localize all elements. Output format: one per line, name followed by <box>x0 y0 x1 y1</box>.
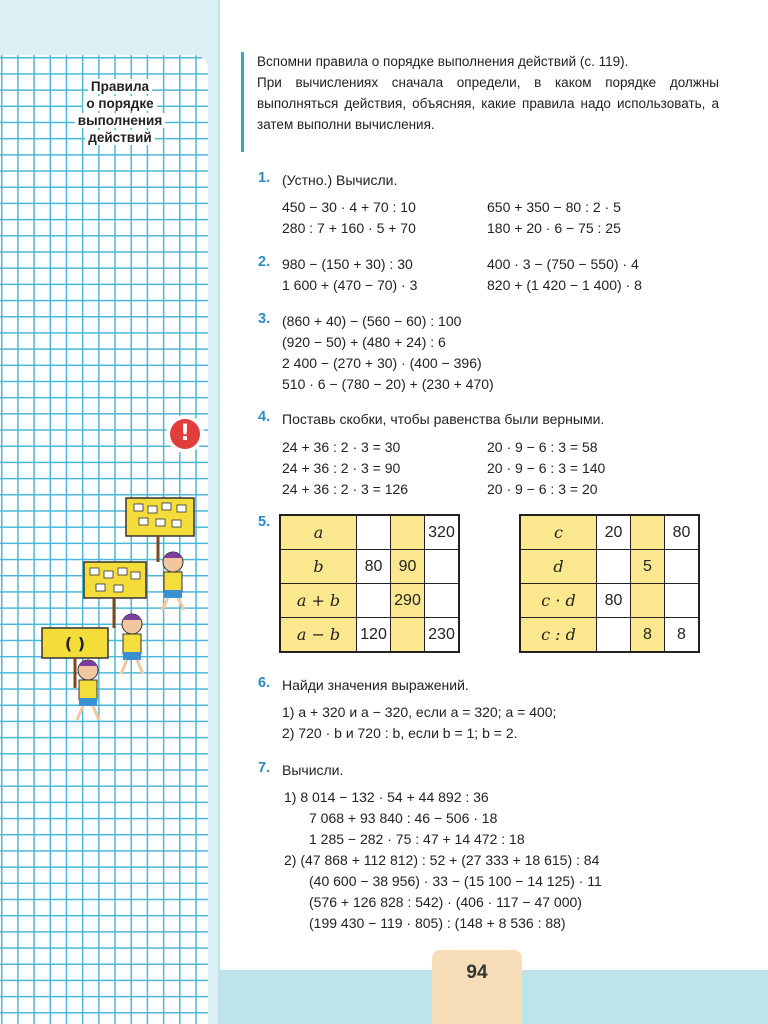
task-7-2-line-1: 2) (47 868 + 112 812) : 52 + (27 333 + 18 615) : 84 <box>284 852 600 868</box>
table-row <box>280 515 459 550</box>
table-cell: 80 <box>665 515 700 550</box>
task-6-line-1: 1) a + 320 и a − 320, если a = 320; a = 400; <box>282 704 557 720</box>
child-2-icon <box>121 614 143 674</box>
table-cell <box>391 618 425 653</box>
child-1-icon <box>162 552 184 610</box>
table-a-b <box>279 514 460 653</box>
task-4-number: 4. <box>258 409 271 425</box>
table-cell <box>665 584 700 618</box>
task-4-left-2: 24 + 36 : 2 · 3 = 90 <box>282 460 401 476</box>
task-7-1-line-1: 1) 8 014 − 132 · 54 + 44 892 : 36 <box>284 789 489 805</box>
task-2-right-2: 820 + (1 420 − 1 400) · 8 <box>487 277 642 293</box>
table-header-cell: c <box>520 515 597 550</box>
intro-text <box>257 51 719 135</box>
task-2-left-1: 980 − (150 + 30) : 30 <box>282 256 413 272</box>
table-row <box>520 550 699 584</box>
task-1-number: 1. <box>258 170 271 186</box>
table-cell: 5 <box>631 550 665 584</box>
table-header-cell: a <box>280 515 357 550</box>
table-row <box>520 584 699 618</box>
task-7-number: 7. <box>258 760 271 776</box>
table-c-d <box>519 514 700 653</box>
table-header-cell: c · d <box>520 584 597 618</box>
task-3-line-3: 2 400 − (270 + 30) · (400 − 396) <box>282 355 482 371</box>
task-3-line-2: (920 − 50) + (480 + 24) : 6 <box>282 334 446 350</box>
task-3-number: 3. <box>258 311 271 327</box>
table-header-cell: b <box>280 550 357 584</box>
table-row <box>520 618 699 653</box>
task-1-right-2: 180 + 20 · 6 − 75 : 25 <box>487 220 621 236</box>
table-cell: 230 <box>425 618 460 653</box>
attention-badge <box>166 415 204 453</box>
task-6-prompt: Найди значения выражений. <box>282 677 469 693</box>
children-with-signs-illustration <box>38 492 203 732</box>
svg-text:( ): ( ) <box>64 634 86 653</box>
table-header-cell: a + b <box>280 584 357 618</box>
task-6-line-2: 2) 720 · b и 720 : b, если b = 1; b = 2. <box>282 725 518 741</box>
task-5-number: 5. <box>258 514 271 530</box>
table-header-cell: d <box>520 550 597 584</box>
page-number: 94 <box>432 950 522 1024</box>
table-cell <box>425 550 460 584</box>
table-cell: 120 <box>357 618 391 653</box>
table-cell <box>357 584 391 618</box>
table-cell <box>357 515 391 550</box>
table-cell: 80 <box>597 584 631 618</box>
table-header-cell: a − b <box>280 618 357 653</box>
task-7-2-line-2: (40 600 − 38 956) · 33 − (15 100 − 14 125) · 11 <box>309 873 602 889</box>
task-2-right-1: 400 · 3 − (750 − 550) · 4 <box>487 256 639 272</box>
task-6-number: 6. <box>258 675 271 691</box>
intro-accent-bar <box>241 52 244 152</box>
table-cell: 90 <box>391 550 425 584</box>
task-2-number: 2. <box>258 254 271 270</box>
task-1-left-1: 450 − 30 · 4 + 70 : 10 <box>282 199 416 215</box>
table-cell <box>597 618 631 653</box>
task-2-left-2: 1 600 + (470 − 70) · 3 <box>282 277 418 293</box>
table-row <box>280 618 459 653</box>
exclamation-icon: ! <box>170 419 200 449</box>
rules-title: Правила о порядке выполнения действий <box>50 78 190 146</box>
table-cell <box>665 550 700 584</box>
task-7-1-line-3: 1 285 − 282 · 75 : 47 + 14 472 : 18 <box>309 831 525 847</box>
table-cell <box>597 550 631 584</box>
task-4-right-1: 20 · 9 − 6 : 3 = 58 <box>487 439 598 455</box>
task-1-prompt: (Устно.) Вычисли. <box>282 172 398 188</box>
table-cell <box>391 515 425 550</box>
task-4-left-3: 24 + 36 : 2 · 3 = 126 <box>282 481 409 497</box>
task-7-prompt: Вычисли. <box>282 762 344 778</box>
bracket-sign-icon <box>42 628 108 688</box>
table-cell: 320 <box>425 515 460 550</box>
task-1-right-1: 650 + 350 − 80 : 2 · 5 <box>487 199 621 215</box>
task-4-left-1: 24 + 36 : 2 · 3 = 30 <box>282 439 401 455</box>
task-3-line-1: (860 + 40) − (560 − 60) : 100 <box>282 313 462 329</box>
task-7-2-line-3: (576 + 126 828 : 542) · (406 · 117 − 47 000) <box>309 894 582 910</box>
task-1-left-2: 280 : 7 + 160 · 5 + 70 <box>282 220 416 236</box>
intro-paragraph-2: При вычислениях сначала определи, в каком порядке должны выполняться действия, объясняя, какие правила надо использовать, а затем выполни вычисления. <box>257 75 719 132</box>
task-4-right-2: 20 · 9 − 6 : 3 = 140 <box>487 460 606 476</box>
table-cell: 8 <box>631 618 665 653</box>
table-header-cell: c : d <box>520 618 597 653</box>
task-4-prompt: Поставь скобки, чтобы равенства были верными. <box>282 411 605 427</box>
task-3-line-4: 510 · 6 − (780 − 20) + (230 + 470) <box>282 376 494 392</box>
top-sign-icon <box>126 498 194 562</box>
table-row <box>280 550 459 584</box>
table-cell: 290 <box>391 584 425 618</box>
table-cell: 80 <box>357 550 391 584</box>
task-7-1-line-2: 7 068 + 93 840 : 46 − 506 · 18 <box>309 810 498 826</box>
intro-paragraph-1: Вспомни правила о порядке выполнения действий (с. 119). <box>257 54 629 69</box>
task-4-right-3: 20 · 9 − 6 : 3 = 20 <box>487 481 598 497</box>
table-cell <box>631 584 665 618</box>
table-row <box>280 584 459 618</box>
table-cell <box>631 515 665 550</box>
table-cell <box>425 584 460 618</box>
table-cell: 20 <box>597 515 631 550</box>
table-cell: 8 <box>665 618 700 653</box>
child-3-icon <box>77 660 99 720</box>
table-row <box>520 515 699 550</box>
task-7-2-line-4: (199 430 − 119 · 805) : (148 + 8 536 : 88) <box>309 915 566 931</box>
